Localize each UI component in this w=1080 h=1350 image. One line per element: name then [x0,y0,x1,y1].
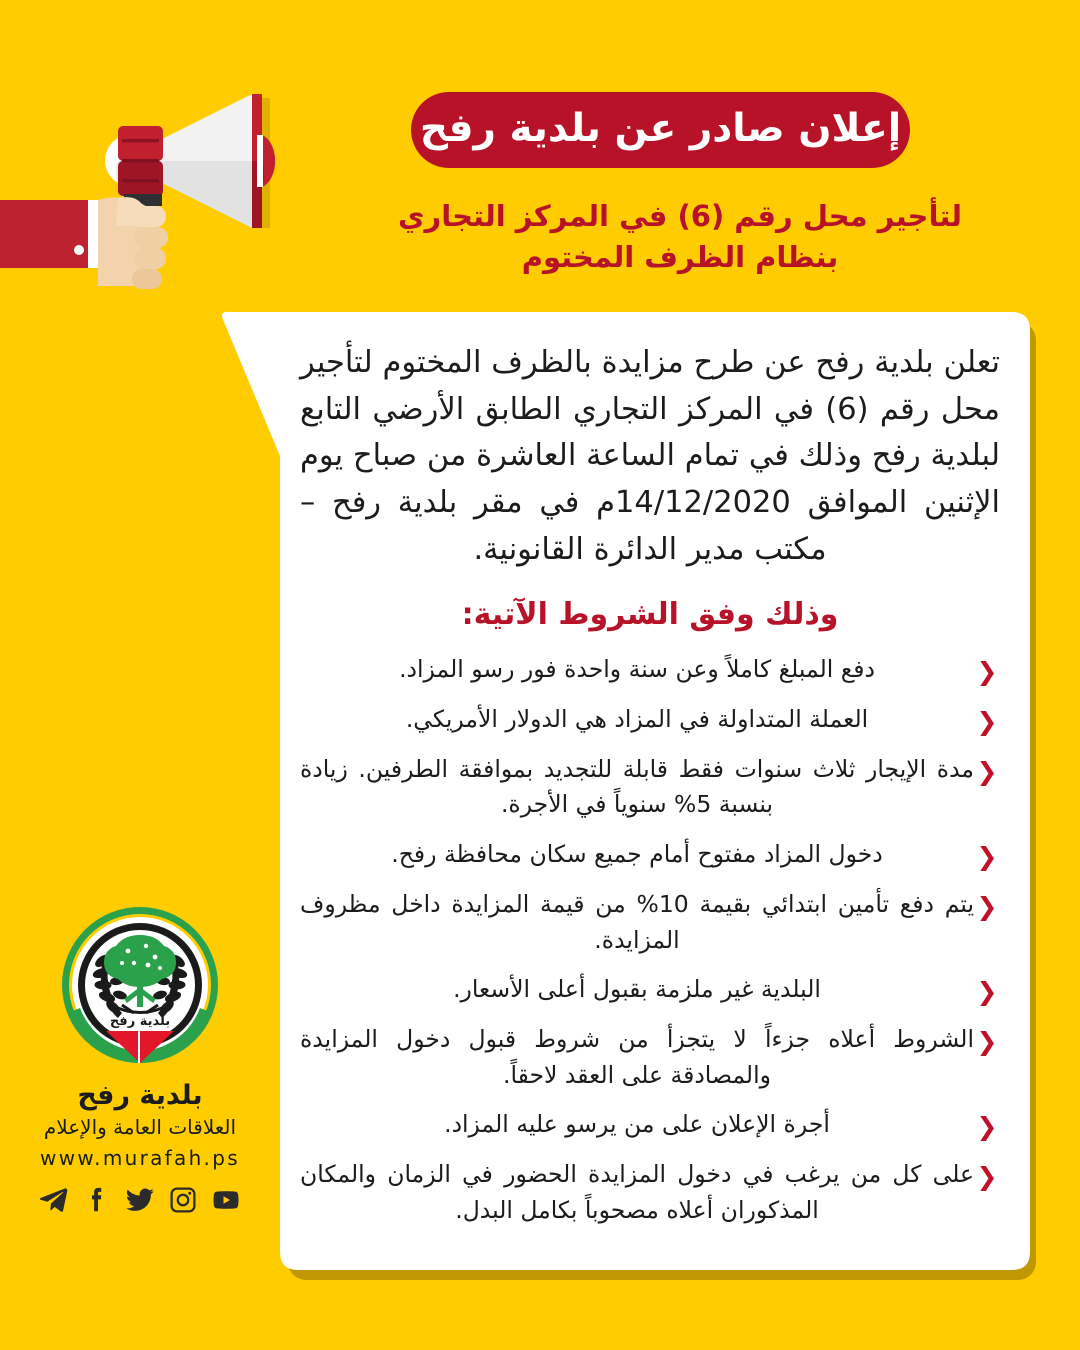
svg-text:بلدية رفح: بلدية رفح [109,1014,171,1029]
chevron-left-icon: ❮ [976,1162,998,1192]
list-item [300,887,1000,958]
rafah-municipality-seal-icon [60,905,220,1065]
subtitle-line-1: لتأجير محل رقم (6) في المركز التجاري [397,199,963,233]
condition-text: العملة المتداولة في المزاد هي الدولار الأمريكي. [405,705,869,733]
chevron-left-icon: ❮ [976,657,998,687]
telegram-icon[interactable] [39,1185,69,1215]
list-item [300,1107,1000,1143]
list-item [300,1022,1000,1093]
chevron-left-icon: ❮ [976,977,998,1007]
condition-text: دفع المبلغ كاملاً وعن سنة واحدة فور رسو المزاد. [399,655,875,684]
list-item [300,1157,1000,1228]
chevron-left-icon: ❮ [976,891,998,921]
condition-text: يتم دفع تأمين ابتدائي بقيمة 10% من قيمة المزايدة داخل مظروف المزايدة. [300,889,974,954]
condition-text: على كل من يرغب في دخول المزايدة الحضور في الزمان والمكان المذكوران أعلاه مصحوباً بكامل البدل. [300,1160,974,1224]
condition-text: مدة الإيجار ثلاث سنوات فقط قابلة للتجديد بموافقة الطرفين. زيادة بنسبة 5% سنوياً في الأجرة. [300,754,974,819]
condition-text: دخول المزاد مفتوح أمام جميع سكان محافظة رفح. [391,840,883,869]
list-item [300,972,1000,1008]
condition-text: الشروط أعلاه جزءاً لا يتجزأ من شروط قبول دخول المزايدة والمصادقة على العقد لاحقاً. [300,1025,974,1089]
chevron-left-icon: ❮ [976,707,998,736]
chevron-left-icon: ❮ [976,842,998,872]
list-item [300,702,1000,738]
megaphone-illustration [0,60,300,295]
body-paragraph: تعلن بلدية رفح عن طرح مزايدة بالظرف المختوم لتأجير محل رقم (6) في المركز التجاري الطابق الأرضي التابع لبلدية رفح وذلك في تمام الساعة العاشرة من صباح يوم الإثنين الموافق 14/12/2020م في مقر بلدية رفح – مكتب مدير الدائرة القانونية. [300,345,1000,567]
footer-column [0,905,280,1215]
social-links-row [0,1185,280,1215]
conditions-list [300,652,1000,1228]
chevron-left-icon: ❮ [976,756,998,786]
card-content [300,340,1000,1243]
conditions-heading: وذلك وفق الشروط الآتية: [461,597,839,633]
announcement-subtitle [330,196,1030,278]
subtitle-line-2: بنظام الظرف المختوم [521,240,839,275]
footer-organization: بلدية رفح [77,1080,203,1111]
list-item [300,837,1000,873]
chevron-left-icon: ❮ [976,1112,998,1142]
page-title: إعلان صادر عن بلدية رفح [419,105,902,151]
instagram-icon[interactable] [168,1185,198,1215]
youtube-icon[interactable] [211,1185,241,1215]
footer-department: العلاقات العامة والإعلام [43,1114,237,1139]
list-item [300,652,1000,688]
condition-text: البلدية غير ملزمة بقبول أعلى الأسعار. [453,975,821,1004]
announcement-title-badge [411,92,910,168]
list-item [300,752,1000,823]
chevron-left-icon: ❮ [976,1027,998,1057]
footer-website-url[interactable]: www.murafah.ps [40,1145,240,1170]
condition-text: أجرة الإعلان على من يرسو عليه المزاد. [444,1110,830,1139]
twitter-icon[interactable] [125,1185,155,1215]
facebook-icon[interactable] [82,1185,112,1215]
